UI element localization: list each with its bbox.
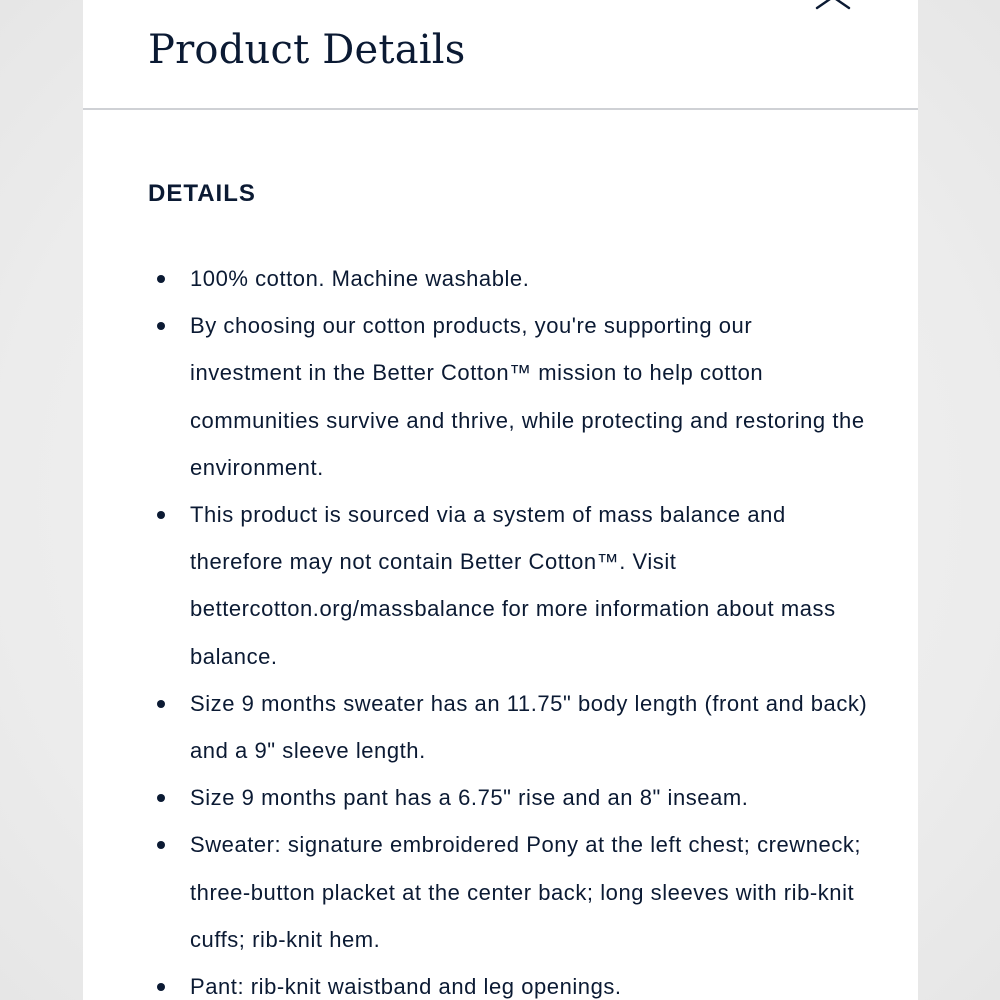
modal-title: Product Details (148, 27, 466, 73)
details-item-text: 100% cotton. Machine washable. (190, 266, 530, 291)
bullet-icon (157, 983, 165, 991)
details-list-item (190, 963, 870, 1000)
details-list-item (190, 821, 870, 963)
bullet-icon (157, 841, 165, 849)
details-item-text: Size 9 months pant has a 6.75" rise and an 8" inseam. (190, 785, 749, 811)
details-list-item (190, 302, 870, 491)
details-list-item (190, 774, 870, 821)
details-item-text: Size 9 months sweater has an 11.75" body length (front and back) and a 9" sleeve length. (190, 690, 868, 764)
bullet-icon (157, 794, 165, 802)
details-item-text: Pant: rib-knit waistband and leg openings. (190, 974, 622, 1000)
details-item-text: This product is sourced via a system of mass balance and therefore may not contain Better Cotton™. Visit bettercotton.org/massbalance for more information about mass balance. (190, 502, 836, 669)
modal-header (83, 0, 918, 110)
bullet-icon (157, 322, 165, 330)
bullet-icon (157, 700, 165, 708)
details-list-item (190, 491, 870, 680)
bullet-icon (157, 275, 165, 283)
product-details-modal (83, 0, 918, 1000)
details-list (190, 255, 870, 1000)
details-heading: DETAILS (148, 180, 256, 207)
details-item-text: By choosing our cotton products, you're supporting our investment in the Better Cotton™ mission to help cotton communities survive and thrive, while protecting and restoring the environment. (190, 313, 865, 480)
details-list-item (190, 255, 870, 302)
close-button[interactable] (813, 0, 853, 10)
details-item-text: Sweater: signature embroidered Pony at the left chest; crewneck; three-button placket at the center back; long sleeves with rib-knit cuffs; rib-knit hem. (190, 832, 862, 952)
close-icon (813, 0, 853, 10)
details-list-item (190, 680, 870, 774)
bullet-icon (157, 511, 165, 519)
